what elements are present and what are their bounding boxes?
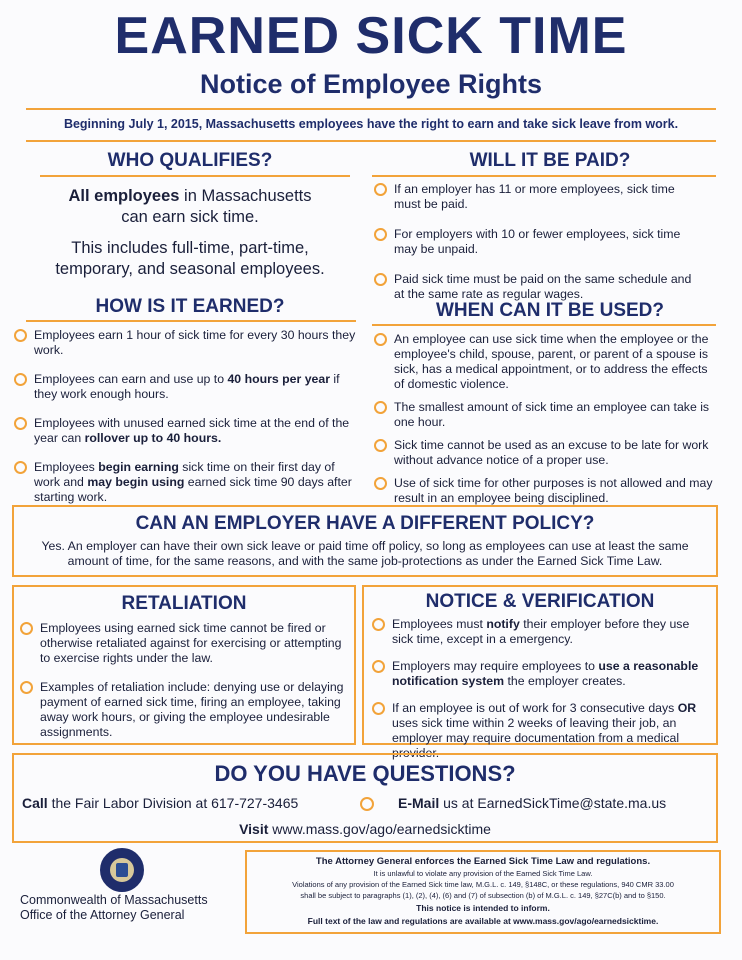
list-item: An employee can use sick time when the employee or the employee's child, spouse, parent, or parent of a spouse is sick, has a medical appointment, or to address the effects of domestic violence. [374, 332, 714, 392]
org-line-1: Commonwealth of Massachusetts [20, 893, 208, 907]
retaliation-heading: RETALIATION [121, 593, 247, 614]
bullet-icon [14, 373, 27, 386]
ag-title: The Attorney General enforces the Earned Sick Time Law and regulations. [315, 856, 651, 867]
list-item: Examples of retaliation include: denying use or delaying payment of earned sick time, firing an employee, taking away work hours, or giving the employee undesirable assignments. [20, 680, 346, 740]
visit-line[interactable]: Visit www.mass.gov/ago/earnedsicktime [239, 821, 491, 837]
list-item: If an employee is out of work for 3 consecutive days OR uses sick time within 2 weeks of leaving their job, an employer may require documentation from a medical provider. [372, 701, 712, 761]
intro-text: Beginning July 1, 2015, Massachusetts employees have the right to earn and take sick leave from work. [63, 117, 679, 131]
list-item: Use of sick time for other purposes is not allowed and may result in an employee being disciplined. [374, 476, 714, 506]
paid-list [374, 182, 704, 302]
bullet-icon [372, 702, 385, 715]
org-line-2: Office of the Attorney General [20, 908, 185, 922]
ag-line-3: Violations of any provision of the Earned Sick time law, M.G.L. c. 149, §148C, or these regulations, 940 CMR 33.00 [292, 880, 674, 889]
office-name [20, 893, 208, 923]
bullet-icon [20, 622, 33, 635]
paid-divider [372, 175, 716, 177]
list-item: Employees must notify their employer before they use sick time, except in a emergency. [372, 617, 712, 647]
bullet-icon [374, 333, 387, 346]
how-is-it-earned-heading: HOW IS IT EARNED? [95, 296, 285, 317]
ag-line-4: shall be subject to paragraphs (1), (2), (4), (6) and (7) of subsection (b) of M.G.L. c. 149, §27C(b) and to §150. [300, 891, 666, 900]
bullet-icon [374, 477, 387, 490]
bullet-icon [14, 417, 27, 430]
who-qualifies-heading: WHO QUALIFIES? [107, 150, 273, 171]
list-item: Employees with unused earned sick time at the end of the year can rollover up to 40 hours. [14, 416, 362, 446]
massachusetts-seal-icon [100, 848, 144, 892]
ag-enforcement-box [245, 850, 721, 934]
bullet-icon [374, 183, 387, 196]
notice-heading: NOTICE & VERIFICATION [425, 591, 655, 612]
policy-text: Yes. An employer can have their own sick leave or paid time off policy, so long as employees can use at least the same amount of time, for the same reasons, and with the same job-protections as under the Earned Sick Time Law. [41, 539, 689, 568]
questions-heading: DO YOU HAVE QUESTIONS? [214, 761, 516, 786]
policy-box [12, 505, 718, 577]
who-line-1: All employees in Massachusetts [68, 187, 312, 205]
list-item: Employees begin earning sick time on their first day of work and may begin using earned sick time 90 days after starting work. [14, 460, 362, 505]
bullet-icon [20, 681, 33, 694]
list-item: Employees earn 1 hour of sick time for every 30 hours they work. [14, 328, 362, 358]
list-item: For employers with 10 or fewer employees, sick time may be unpaid. [374, 227, 704, 257]
ag-line-6: Full text of the law and regulations are available at www.mass.gov/ago/earnedsicktime. [307, 916, 659, 926]
used-list [374, 332, 714, 506]
earned-divider [26, 320, 356, 322]
bullet-icon [374, 273, 387, 286]
list-item: Sick time cannot be used as an excuse to be late for work without advance notice of a proper use. [374, 438, 714, 468]
bullet-icon [374, 228, 387, 241]
page-subtitle: Notice of Employee Rights [199, 69, 543, 99]
bullet-icon [14, 461, 27, 474]
used-divider [372, 324, 716, 326]
list-item: Employees using earned sick time cannot be fired or otherwise retaliated against for exercising or attempting to exercise rights under the law. [20, 621, 346, 666]
list-item: If an employer has 11 or more employees, sick time must be paid. [374, 182, 704, 212]
bullet-icon [14, 329, 27, 342]
bullet-icon [374, 439, 387, 452]
list-item: The smallest amount of sick time an employee can take is one hour. [374, 400, 714, 430]
call-line: Call the Fair Labor Division at 617-727-3465 [22, 795, 299, 811]
intro-divider [26, 140, 716, 142]
ag-line-2: It is unlawful to violate any provision of the Earned Sick Time Law. [373, 869, 593, 878]
when-can-it-be-used-heading: WHEN CAN IT BE USED? [436, 300, 664, 321]
who-divider [40, 175, 350, 177]
who-qualifies-text [30, 186, 350, 280]
notice-box [362, 585, 718, 760]
list-item: Paid sick time must be paid on the same schedule and at the same rate as regular wages. [374, 272, 704, 302]
ag-line-5: This notice is intended to inform. [416, 903, 550, 913]
retaliation-box [12, 585, 356, 745]
questions-box [12, 753, 718, 843]
header-divider [26, 108, 716, 110]
list-item: Employees can earn and use up to 40 hours per year if they work enough hours. [14, 372, 362, 402]
earned-list [14, 328, 362, 505]
who-line-2: can earn sick time. [121, 208, 259, 226]
bullet-icon [374, 401, 387, 414]
retaliation-list [20, 621, 346, 740]
separator-icon [360, 797, 374, 811]
list-item: Employers may require employees to use a reasonable notification system the employer creates. [372, 659, 712, 689]
page-title: EARNED SICK TIME [114, 7, 628, 65]
who-line-3: This includes full-time, part-time, [71, 239, 309, 257]
bullet-icon [372, 660, 385, 673]
will-it-be-paid-heading: WILL IT BE PAID? [469, 150, 631, 171]
email-line[interactable]: E-Mail us at EarnedSickTime@state.ma.us [398, 795, 667, 811]
notice-list [372, 617, 712, 761]
bullet-icon [372, 618, 385, 631]
policy-heading: CAN AN EMPLOYER HAVE A DIFFERENT POLICY? [135, 513, 595, 534]
who-line-4: temporary, and seasonal employees. [55, 260, 325, 278]
